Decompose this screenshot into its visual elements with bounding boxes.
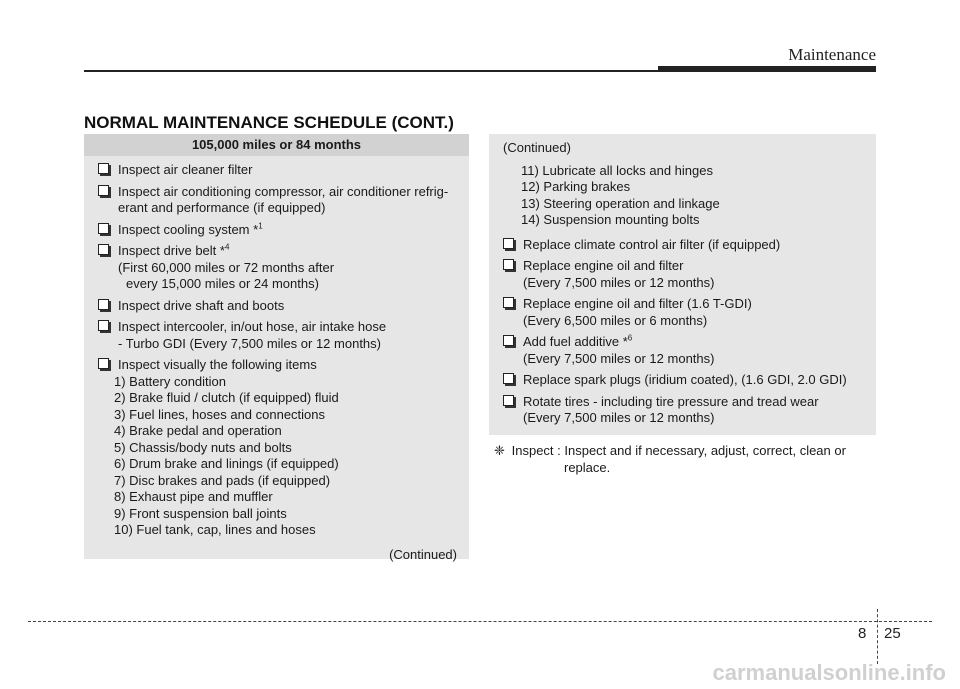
left-schedule-box xyxy=(84,134,469,562)
numbered-list xyxy=(503,163,868,229)
checkbox-icon xyxy=(503,259,514,270)
visual-inspection-list xyxy=(98,374,461,539)
header-rule-thick xyxy=(658,66,876,72)
left-box-header: 105,000 miles or 84 months xyxy=(84,134,469,156)
chapter-number: 8 xyxy=(858,625,867,642)
sub-item: 1) Battery condition xyxy=(114,373,227,389)
section-title: NORMAL MAINTENANCE SCHEDULE (CONT.) xyxy=(84,113,454,132)
checkbox-icon xyxy=(503,238,514,249)
list-item: Inspect drive shaft and boots xyxy=(98,298,461,315)
page-header-title: Maintenance xyxy=(788,45,876,64)
list-item: Replace spark plugs (iridium coated), (1.6 GDI, 2.0 GDI) xyxy=(503,372,868,389)
footnote-ref: 6 xyxy=(627,333,633,343)
sub-item: 7) Disc brakes and pads (if equipped) xyxy=(114,472,331,488)
list-item: Inspect cooling system *$^1$ xyxy=(98,222,461,239)
sub-item: 5) Chassis/body nuts and bolts xyxy=(114,439,292,455)
checkbox-icon xyxy=(503,335,514,346)
checkbox-icon xyxy=(98,244,109,255)
sub-item: 8) Exhaust pipe and muffler xyxy=(114,489,273,504)
sub-item: 10) Fuel tank, cap, lines and hoses xyxy=(114,522,316,537)
list-item: Replace engine oil and filter (Every 7,500 miles or 12 months) xyxy=(503,258,868,291)
sub-item: 14) Suspension mounting bolts xyxy=(521,212,700,227)
sub-item: 13) Steering operation and linkage xyxy=(521,195,720,211)
sub-item: 9) Front suspension ball joints xyxy=(114,505,287,521)
checkbox-icon xyxy=(98,299,109,310)
footnote-ref: 1 xyxy=(258,221,263,231)
continued-label: (Continued) xyxy=(503,140,571,155)
inspect-note xyxy=(494,442,874,476)
sub-item: 12) Parking brakes xyxy=(521,179,631,194)
list-item: Add fuel additive *$^6$ (Every 7,500 miles or 12 months) xyxy=(503,334,868,367)
page-divider xyxy=(877,609,878,664)
checkbox-icon xyxy=(98,320,109,331)
list-item: Rotate tires - including tire pressure and tread wear (Every 7,500 miles or 12 months) xyxy=(503,394,868,427)
header-rule-thin xyxy=(84,70,660,72)
footer-rule xyxy=(28,621,932,622)
continued-label: (Continued) xyxy=(389,546,457,562)
list-item: Inspect intercooler, in/out hose, air intake hose - Turbo GDI (Every 7,500 miles or 12 months) xyxy=(98,319,461,352)
checkbox-icon xyxy=(98,163,109,174)
list-item: Replace engine oil and filter (1.6 T-GDI) (Every 6,500 miles or 6 months) xyxy=(503,296,868,329)
checkbox-icon xyxy=(503,373,514,384)
page-number: 25 xyxy=(884,625,901,642)
checkbox-icon xyxy=(98,223,109,234)
list-item: Inspect air conditioning compressor, air conditioner refrig- erant and performance (if equipped) xyxy=(98,184,461,217)
checkbox-icon xyxy=(98,185,109,196)
list-item: Inspect air cleaner filter xyxy=(98,162,461,179)
note-text: Inspect : Inspect and if necessary, adjust, correct, clean or xyxy=(511,443,846,458)
sub-item: 3) Fuel lines, hoses and connections xyxy=(114,406,326,422)
checkbox-icon xyxy=(503,395,514,406)
checkbox-icon xyxy=(98,358,109,369)
footnote-ref: 4 xyxy=(224,242,230,252)
list-item: Replace climate control air filter (if equipped) xyxy=(503,237,868,254)
sub-item: 4) Brake pedal and operation xyxy=(114,423,282,438)
list-item: Inspect drive belt *$^4$ (First 60,000 miles or 72 months after every 15,000 miles or 24 months) xyxy=(98,243,461,293)
sub-item: 2) Brake fluid / clutch (if equipped) fluid xyxy=(114,390,339,405)
sub-item: 11) Lubricate all locks and hinges xyxy=(521,162,713,178)
watermark: carmanualsonline.info xyxy=(712,660,946,685)
checkbox-icon xyxy=(503,297,514,308)
sub-item: 6) Drum brake and linings (if equipped) xyxy=(114,456,339,471)
note-symbol-icon: ❈ xyxy=(494,443,505,458)
list-item: Inspect visually the following items 1) Battery condition 2) Brake fluid / clutch (if equipped) fluid 3) Fuel lines, hoses and connections 4) Brake pedal and operation 5) Chassis/body nuts and bolts 6) Drum brake and linings (if equipped) 7) Disc brakes and pads (if equipped) 8) Exhaust pipe and muffler 9) Front suspension ball joints 10) Fuel tank, cap, lines and hoses xyxy=(98,357,461,539)
note-text-continued: replace. xyxy=(564,460,611,475)
right-schedule-box xyxy=(489,134,876,435)
